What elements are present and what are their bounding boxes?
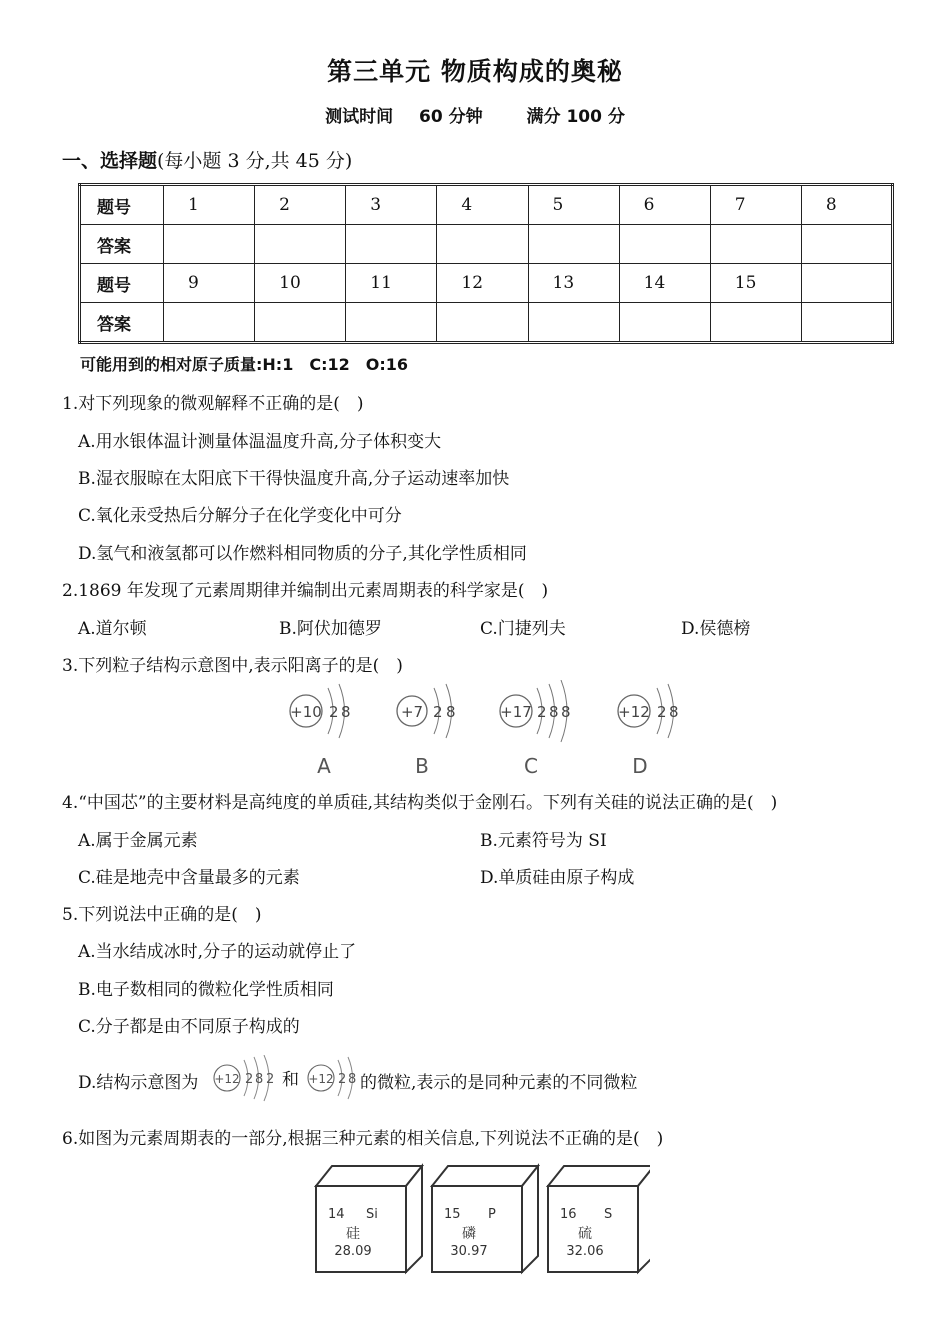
element-symbol: Si [366, 1207, 378, 1222]
atomic-mass: 30.97 [450, 1244, 488, 1259]
cube-side [522, 1166, 538, 1272]
section-note: (每小题 3 分,共 45 分) [157, 150, 353, 172]
atom-diagram-mg [214, 1055, 274, 1101]
table-cell: 6 [619, 185, 710, 225]
question-2-option-d[interactable]: D.侯德榜 [681, 619, 751, 639]
answer-cell[interactable] [164, 303, 255, 343]
cube-side [406, 1166, 422, 1272]
element-symbol: P [488, 1207, 496, 1222]
shell-electrons: 8 [549, 703, 559, 721]
answer-cell[interactable] [619, 225, 710, 264]
option-d-suffix: 的微粒,表示的是同种元素的不同微粒 [360, 1073, 638, 1093]
answer-cell[interactable] [710, 303, 801, 343]
option-d-conjunction: 和 [282, 1070, 299, 1090]
section-title: 一、选择题 [62, 150, 158, 172]
atomic-structure-diagrams [270, 680, 720, 780]
table-cell: 3 [346, 185, 437, 225]
answer-cell[interactable] [255, 303, 346, 343]
shell-electrons: 8 [669, 703, 679, 721]
question-1-stem: 1.对下列现象的微观解释不正确的是( ) [62, 394, 364, 414]
shell-electrons: 8 [446, 703, 456, 721]
table-cell: 10 [255, 264, 346, 303]
table-row [80, 185, 893, 225]
table-cell: 15 [710, 264, 801, 303]
table-cell: 11 [346, 264, 437, 303]
nucleus-charge: +12 [308, 1072, 334, 1086]
table-cell: 2 [255, 185, 346, 225]
periodic-table-excerpt [310, 1158, 650, 1278]
table-cell: 1 [164, 185, 255, 225]
question-1-option-a[interactable]: A.用水银体温计测量体温温度升高,分子体积变大 [78, 432, 442, 452]
question-2-option-c[interactable]: C.门捷列夫 [480, 619, 566, 639]
table-cell: 14 [619, 264, 710, 303]
table-row [80, 303, 893, 343]
question-4-stem: 4.“中国芯”的主要材料是高纯度的单质硅,其结构类似于金刚石。下列有关硅的说法正确的是( ) [62, 793, 778, 813]
atomic-mass: 32.06 [566, 1244, 604, 1259]
nucleus-charge: +17 [500, 703, 532, 721]
atomic-mass: 28.09 [334, 1244, 372, 1259]
table-header-cell: 题号 [80, 264, 164, 303]
shell-electrons: 8 [348, 1072, 357, 1087]
shell-electrons: 2 [537, 703, 547, 721]
element-card-si [316, 1166, 422, 1272]
answer-cell[interactable] [528, 303, 619, 343]
element-name: 磷 [462, 1226, 476, 1242]
time-label: 测试时间 [325, 107, 394, 127]
atom-diagram-mg-ion [308, 1057, 356, 1099]
question-1-option-c[interactable]: C.氧化汞受热后分解分子在化学变化中可分 [78, 506, 402, 526]
table-cell: 8 [801, 185, 892, 225]
nucleus-charge: +12 [214, 1072, 240, 1086]
shell-electrons: 2 [245, 1072, 254, 1087]
time-value: 60 分钟 [419, 107, 483, 127]
table-cell: 12 [437, 264, 528, 303]
table-cell: 7 [710, 185, 801, 225]
nucleus-charge: +10 [290, 703, 322, 721]
atom-diagram-c [500, 680, 571, 778]
question-5-option-b[interactable]: B.电子数相同的微粒化学性质相同 [78, 980, 334, 1000]
shell-electrons: 8 [341, 703, 351, 721]
shell-electrons: 2 [329, 703, 339, 721]
question-5-option-c[interactable]: C.分子都是由不同原子构成的 [78, 1017, 300, 1037]
answer-cell[interactable] [528, 225, 619, 264]
answer-cell[interactable] [164, 225, 255, 264]
page-title: 第三单元 物质构成的奥秘 [327, 57, 623, 86]
answer-cell[interactable] [801, 225, 892, 264]
question-4-option-a[interactable]: A.属于金属元素 [78, 831, 198, 851]
element-name: 硅 [346, 1226, 360, 1242]
answer-table [78, 183, 894, 344]
shell-electrons: 2 [657, 703, 667, 721]
table-cell [801, 264, 892, 303]
relative-atomic-mass: 可能用到的相对原子质量:H:1 C:12 O:16 [80, 355, 408, 374]
cube-top [316, 1166, 422, 1186]
shell-electrons: 2 [266, 1072, 275, 1087]
cube-top [548, 1166, 650, 1186]
table-cell: 5 [528, 185, 619, 225]
inline-atom-diagrams [210, 1055, 360, 1103]
answer-cell[interactable] [255, 225, 346, 264]
question-3-stem: 3.下列粒子结构示意图中,表示阳离子的是( ) [62, 656, 403, 676]
atomic-number: 14 [328, 1207, 345, 1222]
answer-cell[interactable] [437, 225, 528, 264]
table-header-cell: 题号 [80, 185, 164, 225]
option-d-prefix: D.结构示意图为 [78, 1073, 199, 1093]
table-cell: 4 [437, 185, 528, 225]
shell-electrons: 2 [433, 703, 443, 721]
answer-cell[interactable] [619, 303, 710, 343]
question-1-option-d[interactable]: D.氢气和液氢都可以作燃料相同物质的分子,其化学性质相同 [78, 544, 527, 564]
question-1-option-b[interactable]: B.湿衣服晾在太阳底下干得快温度升高,分子运动速率加快 [78, 469, 510, 489]
nucleus-charge: +12 [618, 703, 650, 721]
nucleus-charge: +7 [400, 703, 424, 721]
element-card-p [432, 1166, 538, 1272]
atom-diagram-d [618, 684, 679, 778]
question-2-option-b[interactable]: B.阿伏加德罗 [279, 619, 382, 639]
element-name: 硫 [578, 1226, 592, 1242]
diagram-label: C [524, 754, 538, 778]
exam-info [0, 102, 950, 127]
answer-cell[interactable] [437, 303, 528, 343]
cube-front [548, 1186, 638, 1272]
shell-electrons: 8 [561, 703, 571, 721]
answer-cell[interactable] [801, 303, 892, 343]
cube-front [432, 1186, 522, 1272]
table-header-cell: 答案 [80, 225, 164, 264]
cube-front [316, 1186, 406, 1272]
question-2-stem: 2.1869 年发现了元素周期律并编制出元素周期表的科学家是( ) [62, 581, 549, 601]
element-symbol: S [604, 1207, 613, 1222]
question-4-option-d[interactable]: D.单质硅由原子构成 [480, 868, 635, 888]
atom-diagram-b [397, 684, 456, 778]
table-cell: 9 [164, 264, 255, 303]
atomic-number: 16 [560, 1207, 577, 1222]
answer-cell[interactable] [346, 303, 437, 343]
diagram-label: B [415, 754, 429, 778]
table-header-cell: 答案 [80, 303, 164, 343]
element-card-s [548, 1166, 650, 1272]
diagram-label: A [317, 754, 331, 778]
question-2-option-a[interactable]: A.道尔顿 [78, 619, 147, 639]
atom-diagram-a [290, 684, 351, 778]
shell-electrons: 8 [255, 1072, 264, 1087]
question-5-stem: 5.下列说法中正确的是( ) [62, 905, 262, 925]
table-cell: 13 [528, 264, 619, 303]
section-heading [62, 146, 352, 173]
diagram-label: D [632, 754, 648, 778]
question-6-stem: 6.如图为元素周期表的一部分,根据三种元素的相关信息,下列说法不正确的是( ) [62, 1129, 664, 1149]
cube-top [432, 1166, 538, 1186]
answer-cell[interactable] [346, 225, 437, 264]
question-5-option-d[interactable] [78, 1068, 198, 1093]
table-row [80, 225, 893, 264]
score-label: 满分 100 分 [526, 107, 625, 127]
question-4-option-b[interactable]: B.元素符号为 SI [480, 831, 607, 851]
question-5-option-a[interactable]: A.当水结成冰时,分子的运动就停止了 [78, 942, 357, 962]
table-row [80, 264, 893, 303]
answer-cell[interactable] [710, 225, 801, 264]
question-4-option-c[interactable]: C.硅是地壳中含量最多的元素 [78, 868, 300, 888]
atomic-number: 15 [444, 1207, 461, 1222]
shell-electrons: 2 [338, 1072, 347, 1087]
